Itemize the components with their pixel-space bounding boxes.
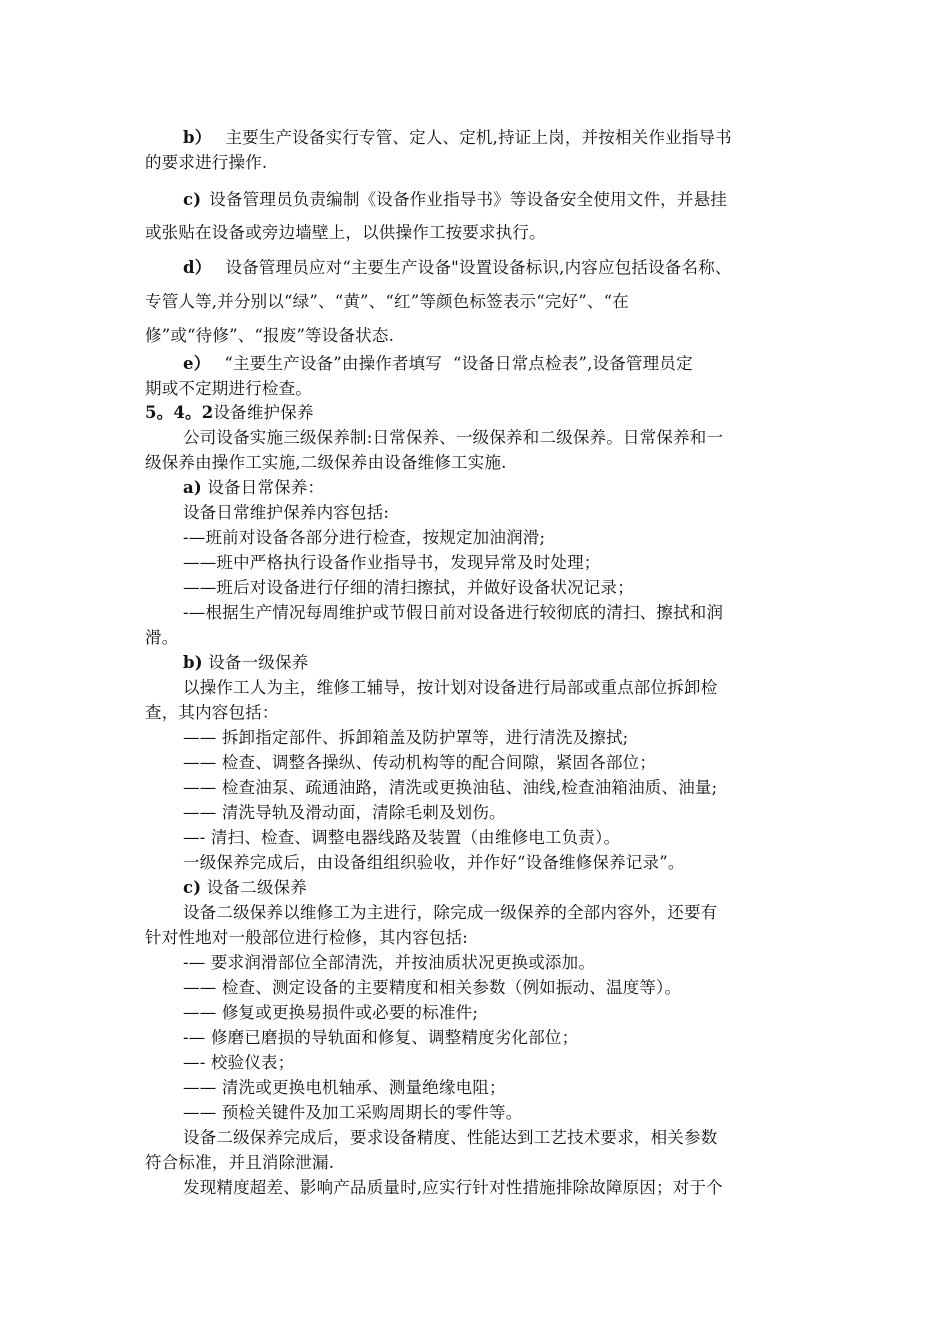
list-item: —— 检查、调整各操纵、传动机构等的配合间隙，紧固各部位； xyxy=(183,753,657,772)
subsection-c-final: 发现精度超差、影响产品质量时,应实行针对性措施排除故障原因；对于个 xyxy=(183,1178,723,1197)
intro-line-1: 公司设备实施三级保养制:日常保养、一级保养和二级保养。日常保养和一 xyxy=(183,428,724,447)
list-item: —— 预检关键件及加工采购周期长的零件等。 xyxy=(183,1103,523,1122)
list-item: -—班前对设备各部分进行检查，按规定加油润滑; xyxy=(183,528,546,547)
list-item: —— 拆卸指定部件、拆卸箱盖及防护罩等，进行清洗及擦拭; xyxy=(183,728,629,747)
intro-line-2: 级保养由操作工实施,二级保养由设备维修工实施. xyxy=(145,453,507,472)
section-title: 设备维护保养 xyxy=(213,403,314,422)
subsection-a-lead: 设备日常维护保养内容包括: xyxy=(183,503,390,522)
subsection-b-tag: b) xyxy=(183,653,203,672)
subsection-c-title-text: 设备二级保养 xyxy=(206,878,307,897)
subsection-b-lead-2: 查，其内容包括： xyxy=(145,703,279,722)
list-item: —— 清洗或更换电机轴承、测量绝缘电阻； xyxy=(183,1078,506,1097)
item-tag-c: c) xyxy=(183,190,202,209)
list-item: —- 清扫、检查、调整电器线路及装置（由维修电工负责）。 xyxy=(183,828,621,847)
paragraph-d-line-1 xyxy=(183,256,848,280)
subsection-a-title-text: 设备日常保养： xyxy=(207,478,325,497)
list-item: —- 校验仪表； xyxy=(183,1053,295,1072)
paragraph-c-line-2: 或张贴在设备或旁边墙壁上，以供操作工按要求执行。 xyxy=(145,223,546,242)
subsection-b-title xyxy=(183,651,848,675)
paragraph-c-line-1 xyxy=(183,188,848,212)
subsection-a-tag: a) xyxy=(183,478,202,497)
list-item: -— 要求润滑部位全部清洗，并按油质状况更换或添加。 xyxy=(183,953,596,972)
subsection-c-closing-1: 设备二级保养完成后，要求设备精度、性能达到工艺技术要求，相关参数 xyxy=(183,1128,718,1147)
list-item: —— 修复或更换易损件或必要的标准件; xyxy=(183,1003,479,1022)
subsection-b-lead-1: 以操作工人为主，维修工辅导，按计划对设备进行局部或重点部位拆卸检 xyxy=(183,678,718,697)
paragraph-e-line-1 xyxy=(183,352,848,376)
paragraph-d-text-1: 设备管理员应对“主要生产设备"设置设备标识,内容应包括设备名称、 xyxy=(225,258,732,277)
subsection-c-lead-1: 设备二级保养以维修工为主进行，除完成一级保养的全部内容外，还要有 xyxy=(183,903,718,922)
list-item: -—根据生产情况每周维护或节假日前对设备进行较彻底的清扫、擦拭和润 xyxy=(183,603,724,622)
list-item-continuation: 滑。 xyxy=(145,628,179,647)
paragraph-d-line-2: 专管人等,并分别以“绿”、“黄”、“红”等颜色标签表示“完好”、“在 xyxy=(145,292,629,311)
paragraph-b-line-1 xyxy=(183,126,848,150)
item-tag-d: d） xyxy=(183,258,212,277)
subsection-b-title-text: 设备一级保养 xyxy=(208,653,309,672)
list-item: —— 检查油泵、疏通油路，清洗或更换油毡、油线,检查油箱油质、油量; xyxy=(183,778,718,797)
list-item: ——班中严格执行设备作业指导书，发现异常及时处理； xyxy=(183,553,601,572)
subsection-a-title xyxy=(183,476,848,500)
paragraph-e-line-2: 期或不定期进行检查。 xyxy=(145,379,312,398)
paragraph-b-text-1: 主要生产设备实行专管、定人、定机,持证上岗，并按相关作业指导书 xyxy=(225,128,732,147)
paragraph-e-text-1: “主要生产设备”由操作者填写 “设备日常点检表”,设备管理员定 xyxy=(224,354,693,373)
list-item: —— 清洗导轨及滑动面，清除毛刺及划伤。 xyxy=(183,803,506,822)
section-number: 5。4。2 xyxy=(145,403,214,422)
subsection-c-title xyxy=(183,876,848,900)
subsection-b-closing: 一级保养完成后，由设备组组织验收，并作好“设备维修保养记录”。 xyxy=(183,853,685,872)
list-item: -— 修磨已磨损的导轨面和修复、调整精度劣化部位； xyxy=(183,1028,579,1047)
item-tag-b: b） xyxy=(183,128,212,147)
paragraph-d-line-3: 修”或“待修”、“报废”等设备状态. xyxy=(145,326,395,345)
subsection-c-tag: c) xyxy=(183,878,202,897)
subsection-c-lead-2: 针对性地对一般部位进行检修，其内容包括: xyxy=(145,928,469,947)
list-item: ——班后对设备进行仔细的清扫擦拭，并做好设备状况记录； xyxy=(183,578,634,597)
paragraph-c-text-1: 设备管理员负责编制《设备作业指导书》等设备安全使用文件，并悬挂 xyxy=(209,190,727,209)
paragraph-b-line-2: 的要求进行操作. xyxy=(145,153,268,172)
list-item: —— 检查、测定设备的主要精度和相关参数（例如振动、温度等）。 xyxy=(183,978,682,997)
item-tag-e: e） xyxy=(183,354,211,373)
section-heading xyxy=(145,401,810,425)
subsection-c-closing-2: 符合标准，并且消除泄漏. xyxy=(145,1153,335,1172)
